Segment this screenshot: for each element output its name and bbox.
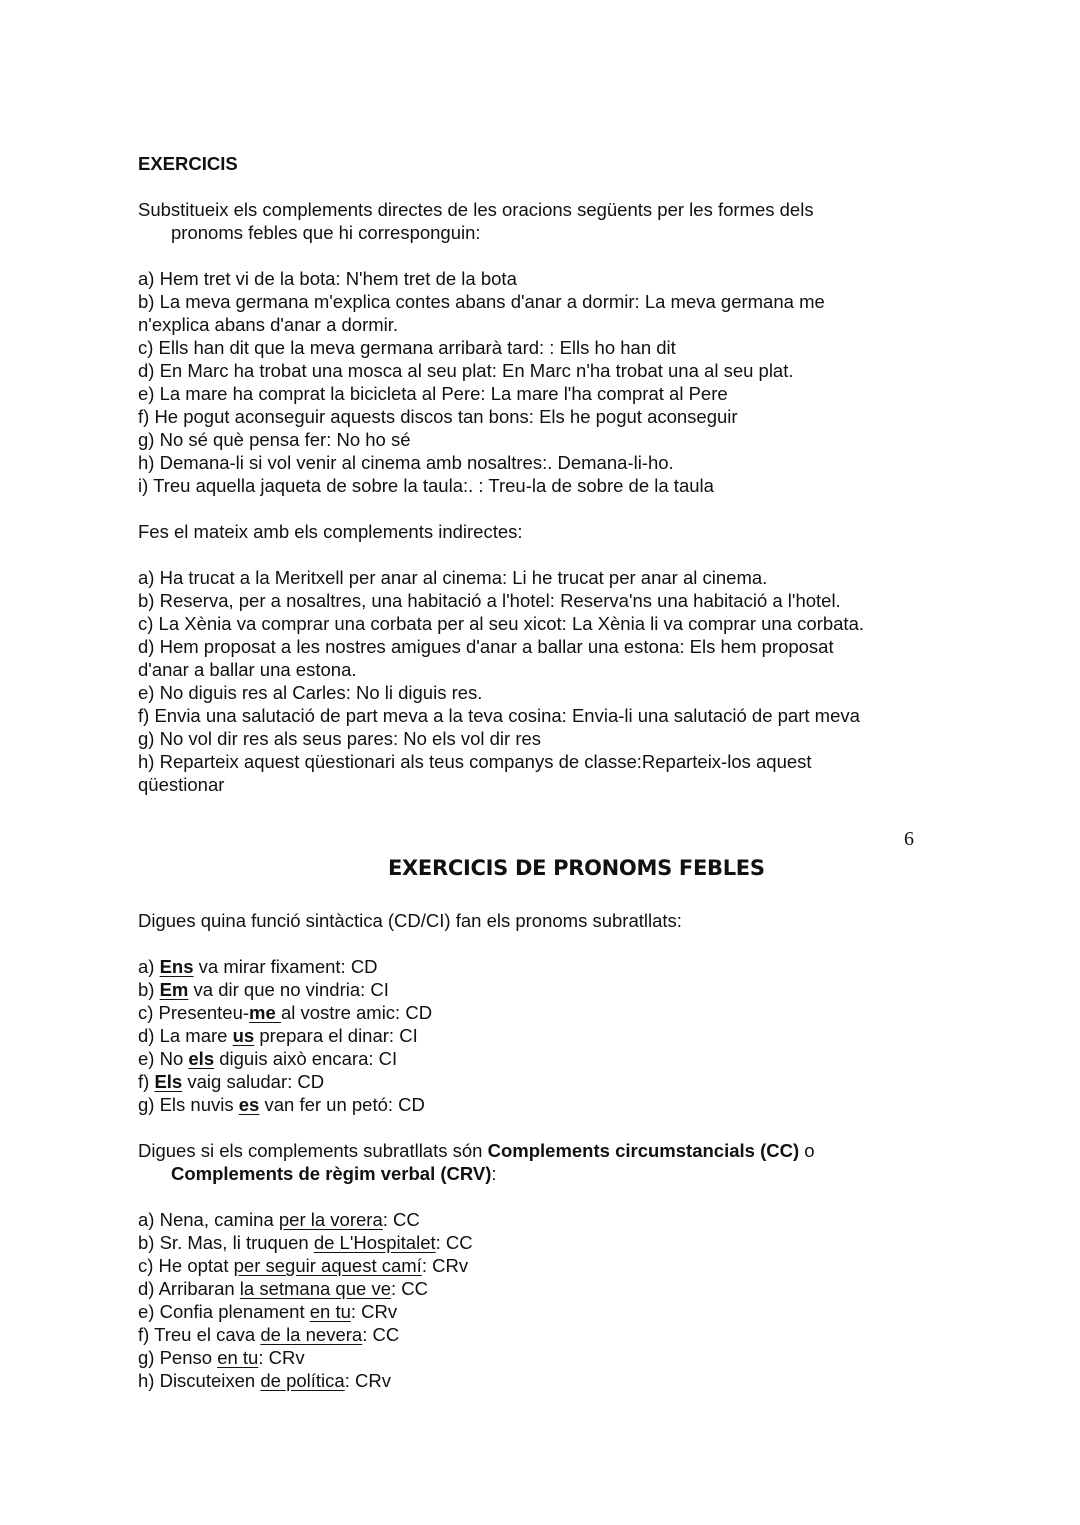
line-text: o xyxy=(799,1140,815,1161)
line-text: c) He optat xyxy=(138,1255,234,1276)
exercise-line: g) No sé què pensa fer: No ho sé xyxy=(138,429,411,450)
cd-instruction xyxy=(138,198,938,244)
line-text: : xyxy=(491,1163,497,1184)
underlined-pronoun: us xyxy=(232,1025,255,1046)
line-text: va dir que no vindria: CI xyxy=(188,979,389,1000)
line-text: c) Presenteu- xyxy=(138,1002,250,1023)
exercise-line: h) Reparteix aquest qüestionari als teus companys de classe:Reparteix-los aquest xyxy=(138,751,812,772)
line-text: h) Discuteixen xyxy=(138,1370,261,1391)
exercise-line xyxy=(138,1300,938,1323)
complement-instruction xyxy=(138,1139,938,1185)
line-text: diguis això encara: CI xyxy=(214,1048,398,1069)
underlined-complement: la setmana que ve xyxy=(239,1278,391,1299)
exercise-line xyxy=(138,1047,938,1070)
exercise-line: c) Ells han dit que la meva germana arribarà tard: : Ells ho han dit xyxy=(138,337,676,358)
line-text: : CC xyxy=(435,1232,473,1253)
line-text: van fer un petó: CD xyxy=(259,1094,425,1115)
exercise-line: e) No diguis res al Carles: No li diguis res. xyxy=(138,682,483,703)
underlined-complement: per seguir aquest camí xyxy=(233,1255,422,1276)
instruction-line: pronoms febles que hi corresponguin: xyxy=(171,222,481,243)
exercise-line: i) Treu aquella jaqueta de sobre la taula:. : Treu-la de sobre de la taula xyxy=(138,475,714,496)
line-text: b) Sr. Mas, li truquen xyxy=(138,1232,314,1253)
underlined-complement: en tu xyxy=(309,1301,351,1322)
exercise-line: h) Demana-li si vol venir al cinema amb nosaltres:. Demana-li-ho. xyxy=(138,452,674,473)
exercise-line: n'explica abans d'anar a dormir. xyxy=(138,314,399,335)
line-text: e) Confia plenament xyxy=(138,1301,310,1322)
exercise-line: a) Hem tret vi de la bota: N'hem tret de la bota xyxy=(138,268,517,289)
cd-exercise-list xyxy=(138,267,938,497)
bold-term: Complements de règim verbal (CRV) xyxy=(171,1163,492,1184)
line-text: Digues si els complements subratllats són xyxy=(138,1140,488,1161)
underlined-pronoun: Ens xyxy=(159,956,194,977)
line-text: prepara el dinar: CI xyxy=(254,1025,418,1046)
exercise-line xyxy=(138,1277,938,1300)
exercise-line: d) Hem proposat a les nostres amigues d'anar a ballar una estona: Els hem proposat xyxy=(138,636,834,657)
line-text: a) xyxy=(138,956,160,977)
line-text: : CC xyxy=(362,1324,400,1345)
exercise-line: f) Envia una salutació de part meva a la teva cosina: Envia-li una salutació de part meva xyxy=(138,705,860,726)
underlined-pronoun: es xyxy=(238,1094,260,1115)
ci-exercise-list xyxy=(138,566,938,796)
exercise-line xyxy=(138,1231,938,1254)
line-text: g) Penso xyxy=(138,1347,218,1368)
line-text: d) La mare xyxy=(138,1025,233,1046)
instruction-line: Substitueix els complements directes de les oracions següents per les formes dels xyxy=(138,199,814,220)
line-text: : CC xyxy=(382,1209,420,1230)
underlined-complement: de la nevera xyxy=(260,1324,363,1345)
exercise-line: qüestionar xyxy=(138,774,225,795)
exercise-line xyxy=(138,1001,938,1024)
exercise-line: e) La mare ha comprat la bicicleta al Pere: La mare l'ha comprat al Pere xyxy=(138,383,728,404)
line-text: d) Arribaran xyxy=(138,1278,240,1299)
exercise-line: b) La meva germana m'explica contes abans d'anar a dormir: La meva germana me xyxy=(138,291,825,312)
exercise-line: d'anar a ballar una estona. xyxy=(138,659,357,680)
instruction-line xyxy=(138,1139,938,1162)
instruction-line xyxy=(138,1162,938,1185)
exercise-line xyxy=(138,978,938,1001)
line-text: : CC xyxy=(390,1278,428,1299)
function-exercise-list xyxy=(138,955,938,1116)
line-text: b) xyxy=(138,979,160,1000)
line-text: : CRv xyxy=(350,1301,398,1322)
complement-exercise-list xyxy=(138,1208,938,1392)
underlined-pronoun: Em xyxy=(159,979,189,1000)
exercise-line: b) Reserva, per a nosaltres, una habitació a l'hotel: Reserva'ns una habitació a l'hotel. xyxy=(138,590,841,611)
line-text: e) No xyxy=(138,1048,189,1069)
exercise-line xyxy=(138,1254,938,1277)
line-text: va mirar fixament: CD xyxy=(193,956,378,977)
exercise-line xyxy=(138,1070,938,1093)
underlined-complement: en tu xyxy=(217,1347,259,1368)
exercise-line: g) No vol dir res als seus pares: No els vol dir res xyxy=(138,728,542,749)
underlined-complement: de L'Hospitalet xyxy=(313,1232,436,1253)
line-text: vaig saludar: CD xyxy=(182,1071,325,1092)
bold-term: Complements circumstancials (CC) xyxy=(487,1140,800,1161)
line-text: al vostre amic: CD xyxy=(280,1002,433,1023)
exercise-line: a) Ha trucat a la Meritxell per anar al cinema: Li he trucat per anar al cinema. xyxy=(138,567,768,588)
line-text: : CRv xyxy=(344,1370,391,1391)
underlined-pronoun: me xyxy=(249,1002,281,1023)
exercise-line xyxy=(138,1346,938,1369)
exercise-line: c) La Xènia va comprar una corbata per al seu xicot: La Xènia li va comprar una corbata. xyxy=(138,613,864,634)
line-text: a) Nena, camina xyxy=(138,1209,279,1230)
underlined-complement: per la vorera xyxy=(278,1209,383,1230)
underlined-pronoun: els xyxy=(188,1048,215,1069)
exercise-line xyxy=(138,1093,938,1116)
line-text: : CRv xyxy=(421,1255,469,1276)
line-text: f) xyxy=(138,1071,155,1092)
line-text: : CRv xyxy=(258,1347,305,1368)
exercise-line: d) En Marc ha trobat una mosca al seu plat: En Marc n'ha trobat una al seu plat. xyxy=(138,360,794,381)
ci-instruction: Fes el mateix amb els complements indirectes: xyxy=(138,521,523,542)
exercise-line xyxy=(138,955,938,978)
section-title: EXERCICIS DE PRONOMS FEBLES xyxy=(388,856,765,880)
line-text: g) Els nuvis xyxy=(138,1094,239,1115)
page-number: 6 xyxy=(904,828,914,850)
exercise-line xyxy=(138,1024,938,1047)
underlined-pronoun: Els xyxy=(154,1071,183,1092)
exercise-line: f) He pogut aconseguir aquests discos tan bons: Els he pogut aconseguir xyxy=(138,406,738,427)
exercise-line xyxy=(138,1208,938,1231)
exercise-line xyxy=(138,1323,938,1346)
exercise-line xyxy=(138,1369,938,1392)
section-heading: EXERCICIS xyxy=(138,153,238,174)
function-instruction: Digues quina funció sintàctica (CD/CI) fan els pronoms subratllats: xyxy=(138,910,682,931)
line-text: f) Treu el cava xyxy=(138,1324,261,1345)
underlined-complement: de política xyxy=(260,1370,345,1391)
